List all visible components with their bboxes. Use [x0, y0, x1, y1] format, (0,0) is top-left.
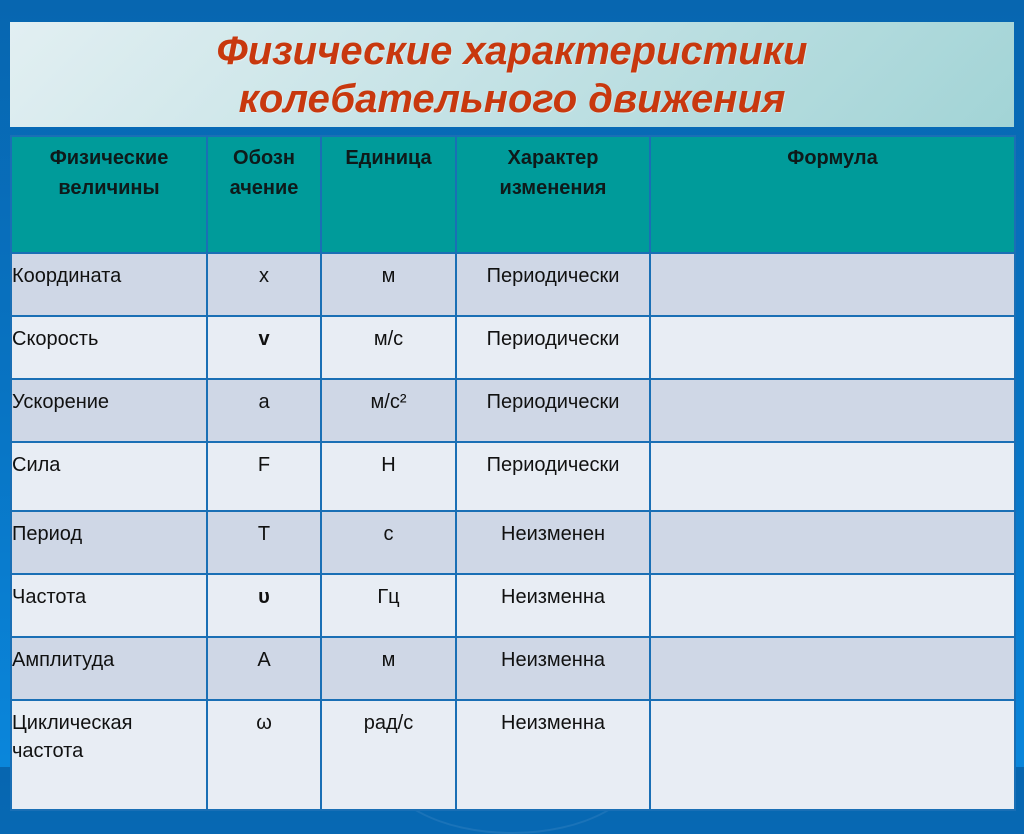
cell-quantity: Период — [11, 511, 207, 574]
table-row — [11, 316, 1015, 379]
cell-symbol: v — [207, 316, 321, 379]
cell-symbol: υ — [207, 574, 321, 637]
cell-unit: м/с — [321, 316, 456, 379]
table-row — [11, 442, 1015, 511]
cell-change: Периодически — [456, 316, 650, 379]
slide-title-line-2: колебательного движения — [238, 76, 786, 121]
cell-change: Неизменна — [456, 637, 650, 700]
cell-change: Неизменна — [456, 700, 650, 810]
cell-symbol: A — [207, 637, 321, 700]
cell-symbol: ω — [207, 700, 321, 810]
cell-formula[interactable] — [650, 316, 1015, 379]
table-row — [11, 574, 1015, 637]
cell-formula[interactable] — [650, 700, 1015, 810]
header-formula: Формула — [650, 136, 1015, 253]
cell-quantity: Частота — [11, 574, 207, 637]
cell-unit: м/с² — [321, 379, 456, 442]
cell-quantity: Амплитуда — [11, 637, 207, 700]
cell-unit: рад/с — [321, 700, 456, 810]
cell-formula[interactable] — [650, 637, 1015, 700]
cell-unit: м — [321, 253, 456, 316]
cell-change: Неизменен — [456, 511, 650, 574]
table-row — [11, 379, 1015, 442]
cell-unit: Н — [321, 442, 456, 511]
cell-symbol: a — [207, 379, 321, 442]
cell-symbol: F — [207, 442, 321, 511]
cell-unit: Гц — [321, 574, 456, 637]
cell-formula[interactable] — [650, 511, 1015, 574]
cell-unit: с — [321, 511, 456, 574]
cell-formula[interactable] — [650, 574, 1015, 637]
cell-formula[interactable] — [650, 442, 1015, 511]
table-row — [11, 253, 1015, 316]
cell-quantity: Ускорение — [11, 379, 207, 442]
cell-change: Периодически — [456, 253, 650, 316]
slide-title-banner — [10, 22, 1014, 127]
cell-symbol: T — [207, 511, 321, 574]
cell-quantity: Координата — [11, 253, 207, 316]
table-row — [11, 637, 1015, 700]
cell-quantity: Циклическая частота — [11, 700, 207, 810]
cell-change: Периодически — [456, 442, 650, 511]
header-quantity: Физические величины — [11, 136, 207, 253]
slide-title-line-1: Физические характеристики — [216, 28, 808, 73]
header-symbol: Обозн ачение — [207, 136, 321, 253]
header-unit: Единица — [321, 136, 456, 253]
characteristics-table — [10, 135, 1016, 811]
table-header-row — [11, 136, 1015, 253]
cell-unit: м — [321, 637, 456, 700]
cell-formula[interactable] — [650, 379, 1015, 442]
cell-symbol: x — [207, 253, 321, 316]
table-row — [11, 511, 1015, 574]
cell-change: Неизменна — [456, 574, 650, 637]
cell-change: Периодически — [456, 379, 650, 442]
cell-formula[interactable] — [650, 253, 1015, 316]
header-change: Характер изменения — [456, 136, 650, 253]
cell-quantity: Сила — [11, 442, 207, 511]
cell-quantity: Скорость — [11, 316, 207, 379]
table-row — [11, 700, 1015, 810]
